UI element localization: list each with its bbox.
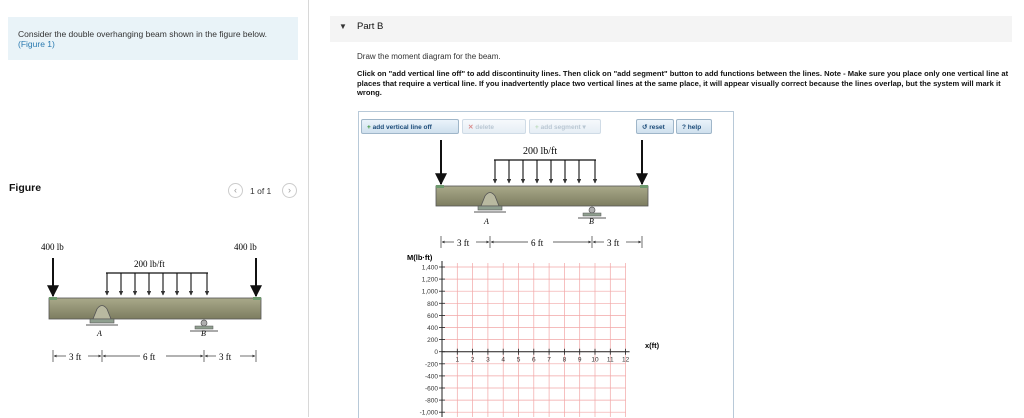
x-axis-label: x(ft) <box>645 341 660 350</box>
x-tick-label: 11 <box>606 356 614 364</box>
figure-link[interactable]: (Figure 1) <box>18 39 55 49</box>
support-b-label: B <box>201 329 206 338</box>
tool-distributed-load-label: 200 lb/ft <box>523 146 558 157</box>
x-tick-label: 4 <box>501 356 506 364</box>
y-tick-label: -400 <box>424 373 438 381</box>
beam <box>49 298 261 319</box>
dim-right-label: 3 ft <box>219 352 232 362</box>
tool-distributed-load-arrows <box>494 160 596 183</box>
y-tick-label: 800 <box>427 300 438 308</box>
figure-heading: Figure <box>9 182 42 194</box>
y-tick-label: 1,400 <box>421 264 438 272</box>
x-tick-label: 1 <box>455 356 460 364</box>
distributed-load-label: 200 lb/ft <box>134 259 165 269</box>
tool-beam-figure <box>420 138 660 250</box>
figure-pager-text: 1 of 1 <box>250 186 272 196</box>
distributed-load-arrows <box>106 273 208 295</box>
problem-statement <box>18 29 288 49</box>
tool-support-a-label: A <box>484 217 489 226</box>
support-a-label: A <box>97 329 102 338</box>
delete-button[interactable]: ✕ delete <box>462 119 526 134</box>
x-tick-label: 12 <box>621 356 630 364</box>
beam-figure <box>30 236 280 372</box>
tool-support-b-label: B <box>589 217 594 226</box>
reset-icon: ↺ <box>642 124 648 131</box>
part-b-title: Part B <box>357 21 384 32</box>
y-tick-label: 400 <box>427 325 438 332</box>
dim-left-label: 3 ft <box>69 352 82 362</box>
collapse-caret-icon[interactable]: ▼ <box>339 22 347 31</box>
load-left-label: 400 lb <box>41 242 64 252</box>
help-button[interactable]: ? help <box>676 119 712 134</box>
y-tick-label: -1,000 <box>419 409 438 417</box>
x-tick-label: 10 <box>591 356 599 364</box>
drawing-toolbar <box>361 119 727 135</box>
tool-dim-right-label: 3 ft <box>607 238 620 248</box>
tool-beam <box>436 186 648 206</box>
help-icon: ? <box>682 124 686 131</box>
load-right-label: 400 lb <box>234 242 257 252</box>
x-tick-label: 7 <box>547 356 551 364</box>
x-tick-label: 9 <box>577 356 582 364</box>
moment-graph[interactable] <box>395 250 665 417</box>
x-tick-label: 8 <box>562 356 567 364</box>
x-tick-label: 2 <box>470 356 475 364</box>
chevron-right-icon[interactable]: › <box>282 183 297 198</box>
add-vertical-line-button[interactable]: + add vertical line off <box>361 119 459 134</box>
delete-icon: ✕ <box>468 124 474 131</box>
dim-mid-label: 6 ft <box>143 352 156 362</box>
x-tick-label: 6 <box>531 356 536 364</box>
y-tick-label: 1,000 <box>421 288 438 296</box>
y-axis-label: M(lb·ft) <box>407 253 433 262</box>
y-tick-label: -600 <box>424 385 438 393</box>
y-tick-label: 600 <box>427 312 438 320</box>
tool-dim-mid-label: 6 ft <box>531 238 544 248</box>
y-tick-label: 0 <box>434 349 438 357</box>
x-tick-label: 3 <box>486 356 490 364</box>
graph-ticks <box>420 265 630 417</box>
part-b-instructions: Click on "add vertical line off" to add discontinuity lines. Then click on "add segment" button to add functions between the lines. Note - Make sure you place only one vertical line at places that require a vertical line. If you inadvertently place two vertical lines at the same place, it will appear visually correct because the lines overlap, but the system will mark it wrong. <box>357 69 1009 98</box>
tool-dim-left-label: 3 ft <box>457 238 470 248</box>
plus-icon: + <box>535 124 539 131</box>
chevron-left-icon[interactable]: ‹ <box>228 183 243 198</box>
plus-icon: + <box>367 124 371 131</box>
y-tick-label: 1,200 <box>421 276 438 284</box>
y-tick-label: -800 <box>424 397 438 405</box>
part-b-header[interactable] <box>330 16 1012 42</box>
part-b-prompt: Draw the moment diagram for the beam. <box>357 52 501 61</box>
panel-divider <box>308 0 309 417</box>
y-tick-label: 200 <box>427 337 438 345</box>
reset-button[interactable]: ↺ reset <box>636 119 674 134</box>
add-segment-button[interactable]: + add segment ▾ <box>529 119 601 134</box>
graph-grid <box>442 261 630 417</box>
chevron-down-icon: ▾ <box>582 124 586 131</box>
y-tick-label: -200 <box>424 361 438 369</box>
problem-text: Consider the double overhanging beam shown in the figure below. <box>18 29 268 39</box>
x-tick-label: 5 <box>516 356 521 364</box>
